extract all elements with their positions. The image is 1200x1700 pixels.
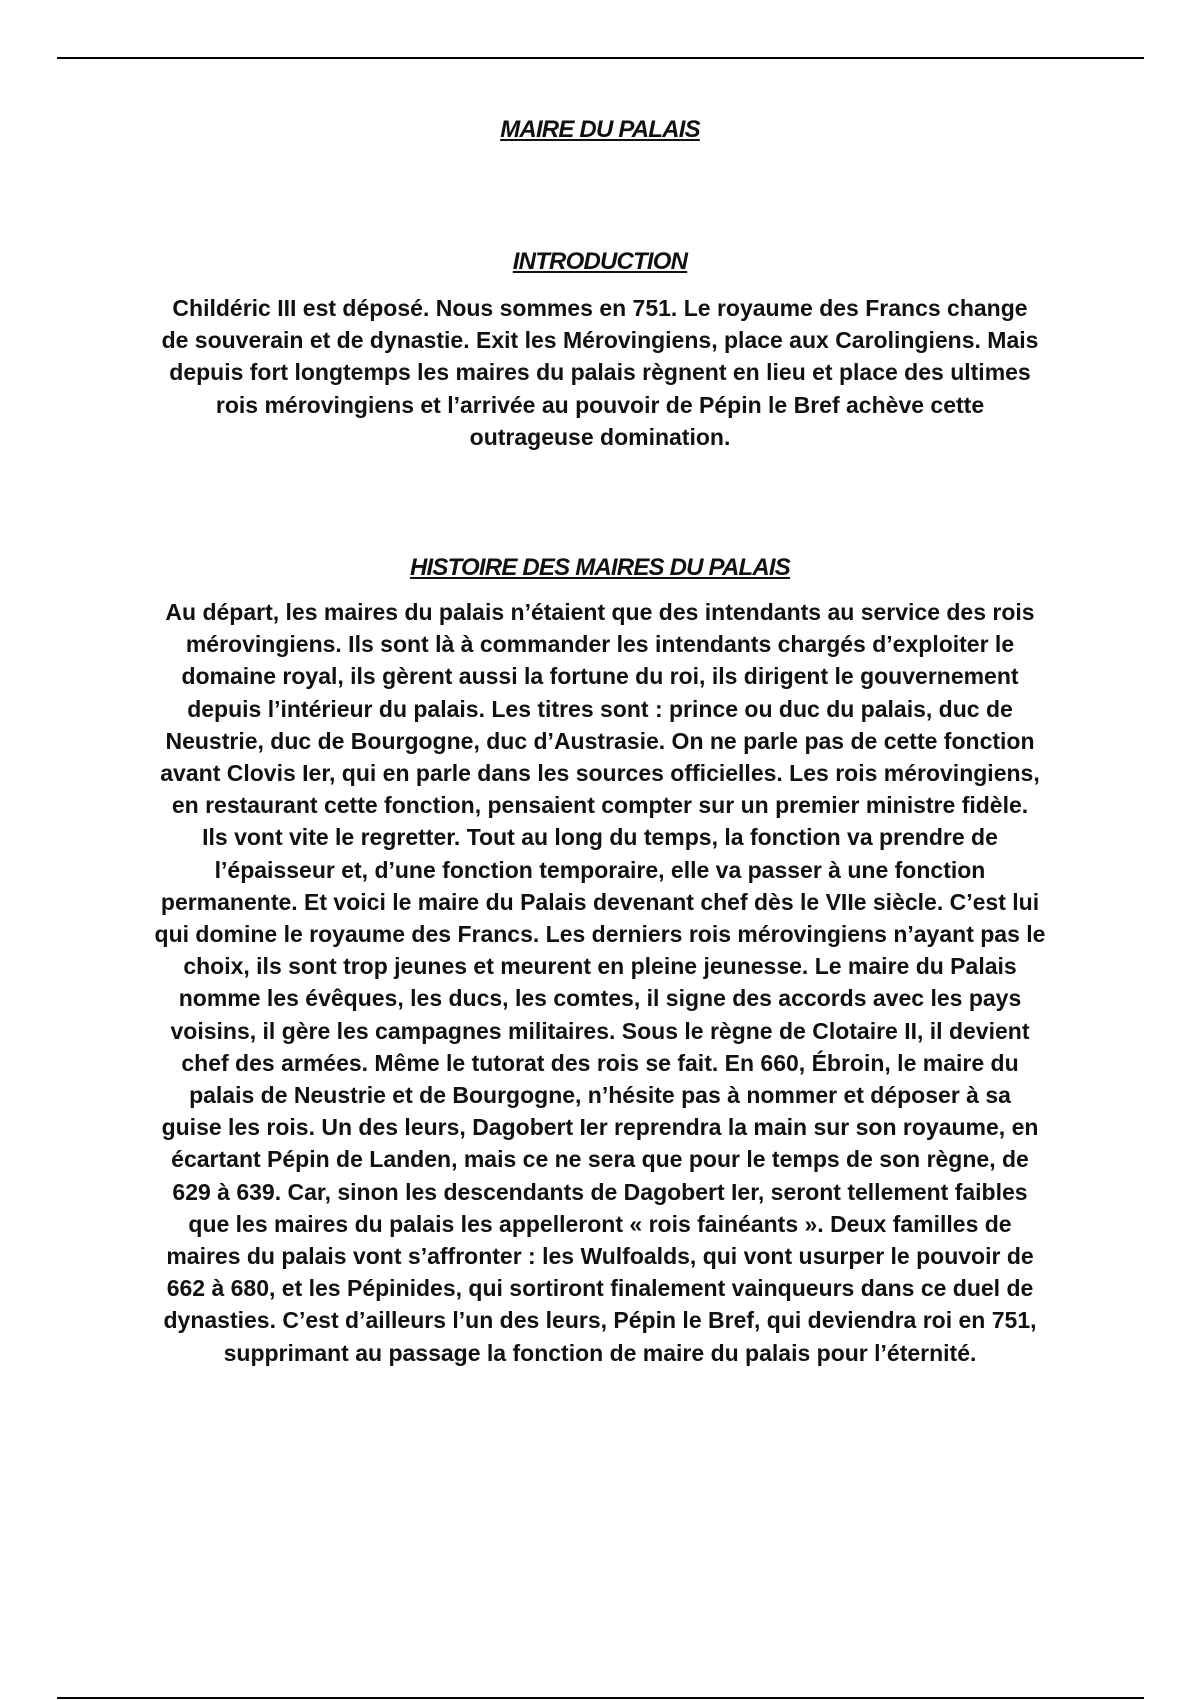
paragraph-line: mérovingiens. Ils sont là à commander les intendants chargés d’exploiter le [185,631,1015,658]
paragraph-line: permanente. Et voici le maire du Palais devenant chef dès le VIIe siècle. C’est lui [160,888,1040,915]
paragraph-line: 629 à 639. Car, sinon les descendants de Dagobert Ier, seront tellement faibles [172,1178,1028,1205]
bottom-rule [57,1697,1144,1699]
paragraph-line: écartant Pépin de Landen, mais ce ne sera que pour le temps de son règne, de [171,1146,1029,1173]
paragraph-line: palais de Neustrie et de Bourgogne, n’hésite pas à nommer et déposer à sa [189,1082,1011,1109]
history-paragraph [100,596,1100,1369]
paragraph-line: Childéric III est déposé. Nous sommes en 751. Le royaume des Francs change [172,295,1028,321]
paragraph-line: outrageuse domination. [469,423,731,450]
paragraph-line: voisins, il gère les campagnes militaires. Sous le règne de Clotaire II, il devient [170,1017,1030,1044]
paragraph-line: l’épaisseur et, d’une fonction temporaire, elle va passer à une fonction [214,856,986,883]
history-heading: HISTOIRE DES MAIRES DU PALAIS [410,554,790,581]
paragraph-line: maires du palais vont s’affronter : les Wulfoalds, qui vont usurper le pouvoir de [166,1243,1034,1270]
paragraph-line: chef des armées. Même le tutorat des rois se fait. En 660, Ébroin, le maire du [181,1049,1019,1076]
introduction-paragraph [100,292,1100,453]
paragraph-line: depuis fort longtemps les maires du palais règnent en lieu et place des ultimes [169,359,1031,386]
paragraph-line: depuis l’intérieur du palais. Les titres sont : prince ou duc du palais, duc de [187,695,1013,722]
paragraph-line: 662 à 680, et les Pépinides, qui sortiront finalement vainqueurs dans ce duel de [166,1275,1034,1302]
paragraph-line: Neustrie, duc de Bourgogne, duc d’Austrasie. On ne parle pas de cette fonction [165,727,1035,754]
paragraph-line: nomme les évêques, les ducs, les comtes, il signe des accords avec les pays [178,985,1022,1012]
top-rule [57,57,1144,59]
document-title: MAIRE DU PALAIS [500,116,700,143]
paragraph-line: domaine royal, ils gèrent aussi la fortune du roi, ils dirigent le gouvernement [181,663,1019,690]
paragraph-line: dynasties. C’est d’ailleurs l’un des leurs, Pépin le Bref, qui deviendra roi en 751, [163,1307,1037,1334]
paragraph-line: avant Clovis Ier, qui en parle dans les sources officielles. Les rois mérovingiens, [160,760,1040,787]
paragraph-line: Au départ, les maires du palais n’étaient que des intendants au service des rois [165,599,1035,625]
paragraph-line: de souverain et de dynastie. Exit les Mérovingiens, place aux Carolingiens. Mais [161,327,1039,354]
paragraph-line: supprimant au passage la fonction de maire du palais pour l’éternité. [223,1339,977,1366]
paragraph-line: qui domine le royaume des Francs. Les derniers rois mérovingiens n’ayant pas le [154,921,1046,948]
paragraph-line: en restaurant cette fonction, pensaient compter sur un premier ministre fidèle. [171,792,1029,819]
paragraph-line: Ils vont vite le regretter. Tout au long du temps, la fonction va prendre de [202,824,998,851]
paragraph-line: que les maires du palais les appelleront « rois fainéants ». Deux familles de [188,1210,1012,1237]
paragraph-line: rois mérovingiens et l’arrivée au pouvoir de Pépin le Bref achève cette [215,391,985,418]
paragraph-line: guise les rois. Un des leurs, Dagobert Ier reprendra la main sur son royaume, en [161,1114,1039,1141]
introduction-heading: INTRODUCTION [512,248,688,275]
paragraph-line: choix, ils sont trop jeunes et meurent en pleine jeunesse. Le maire du Palais [183,953,1017,980]
